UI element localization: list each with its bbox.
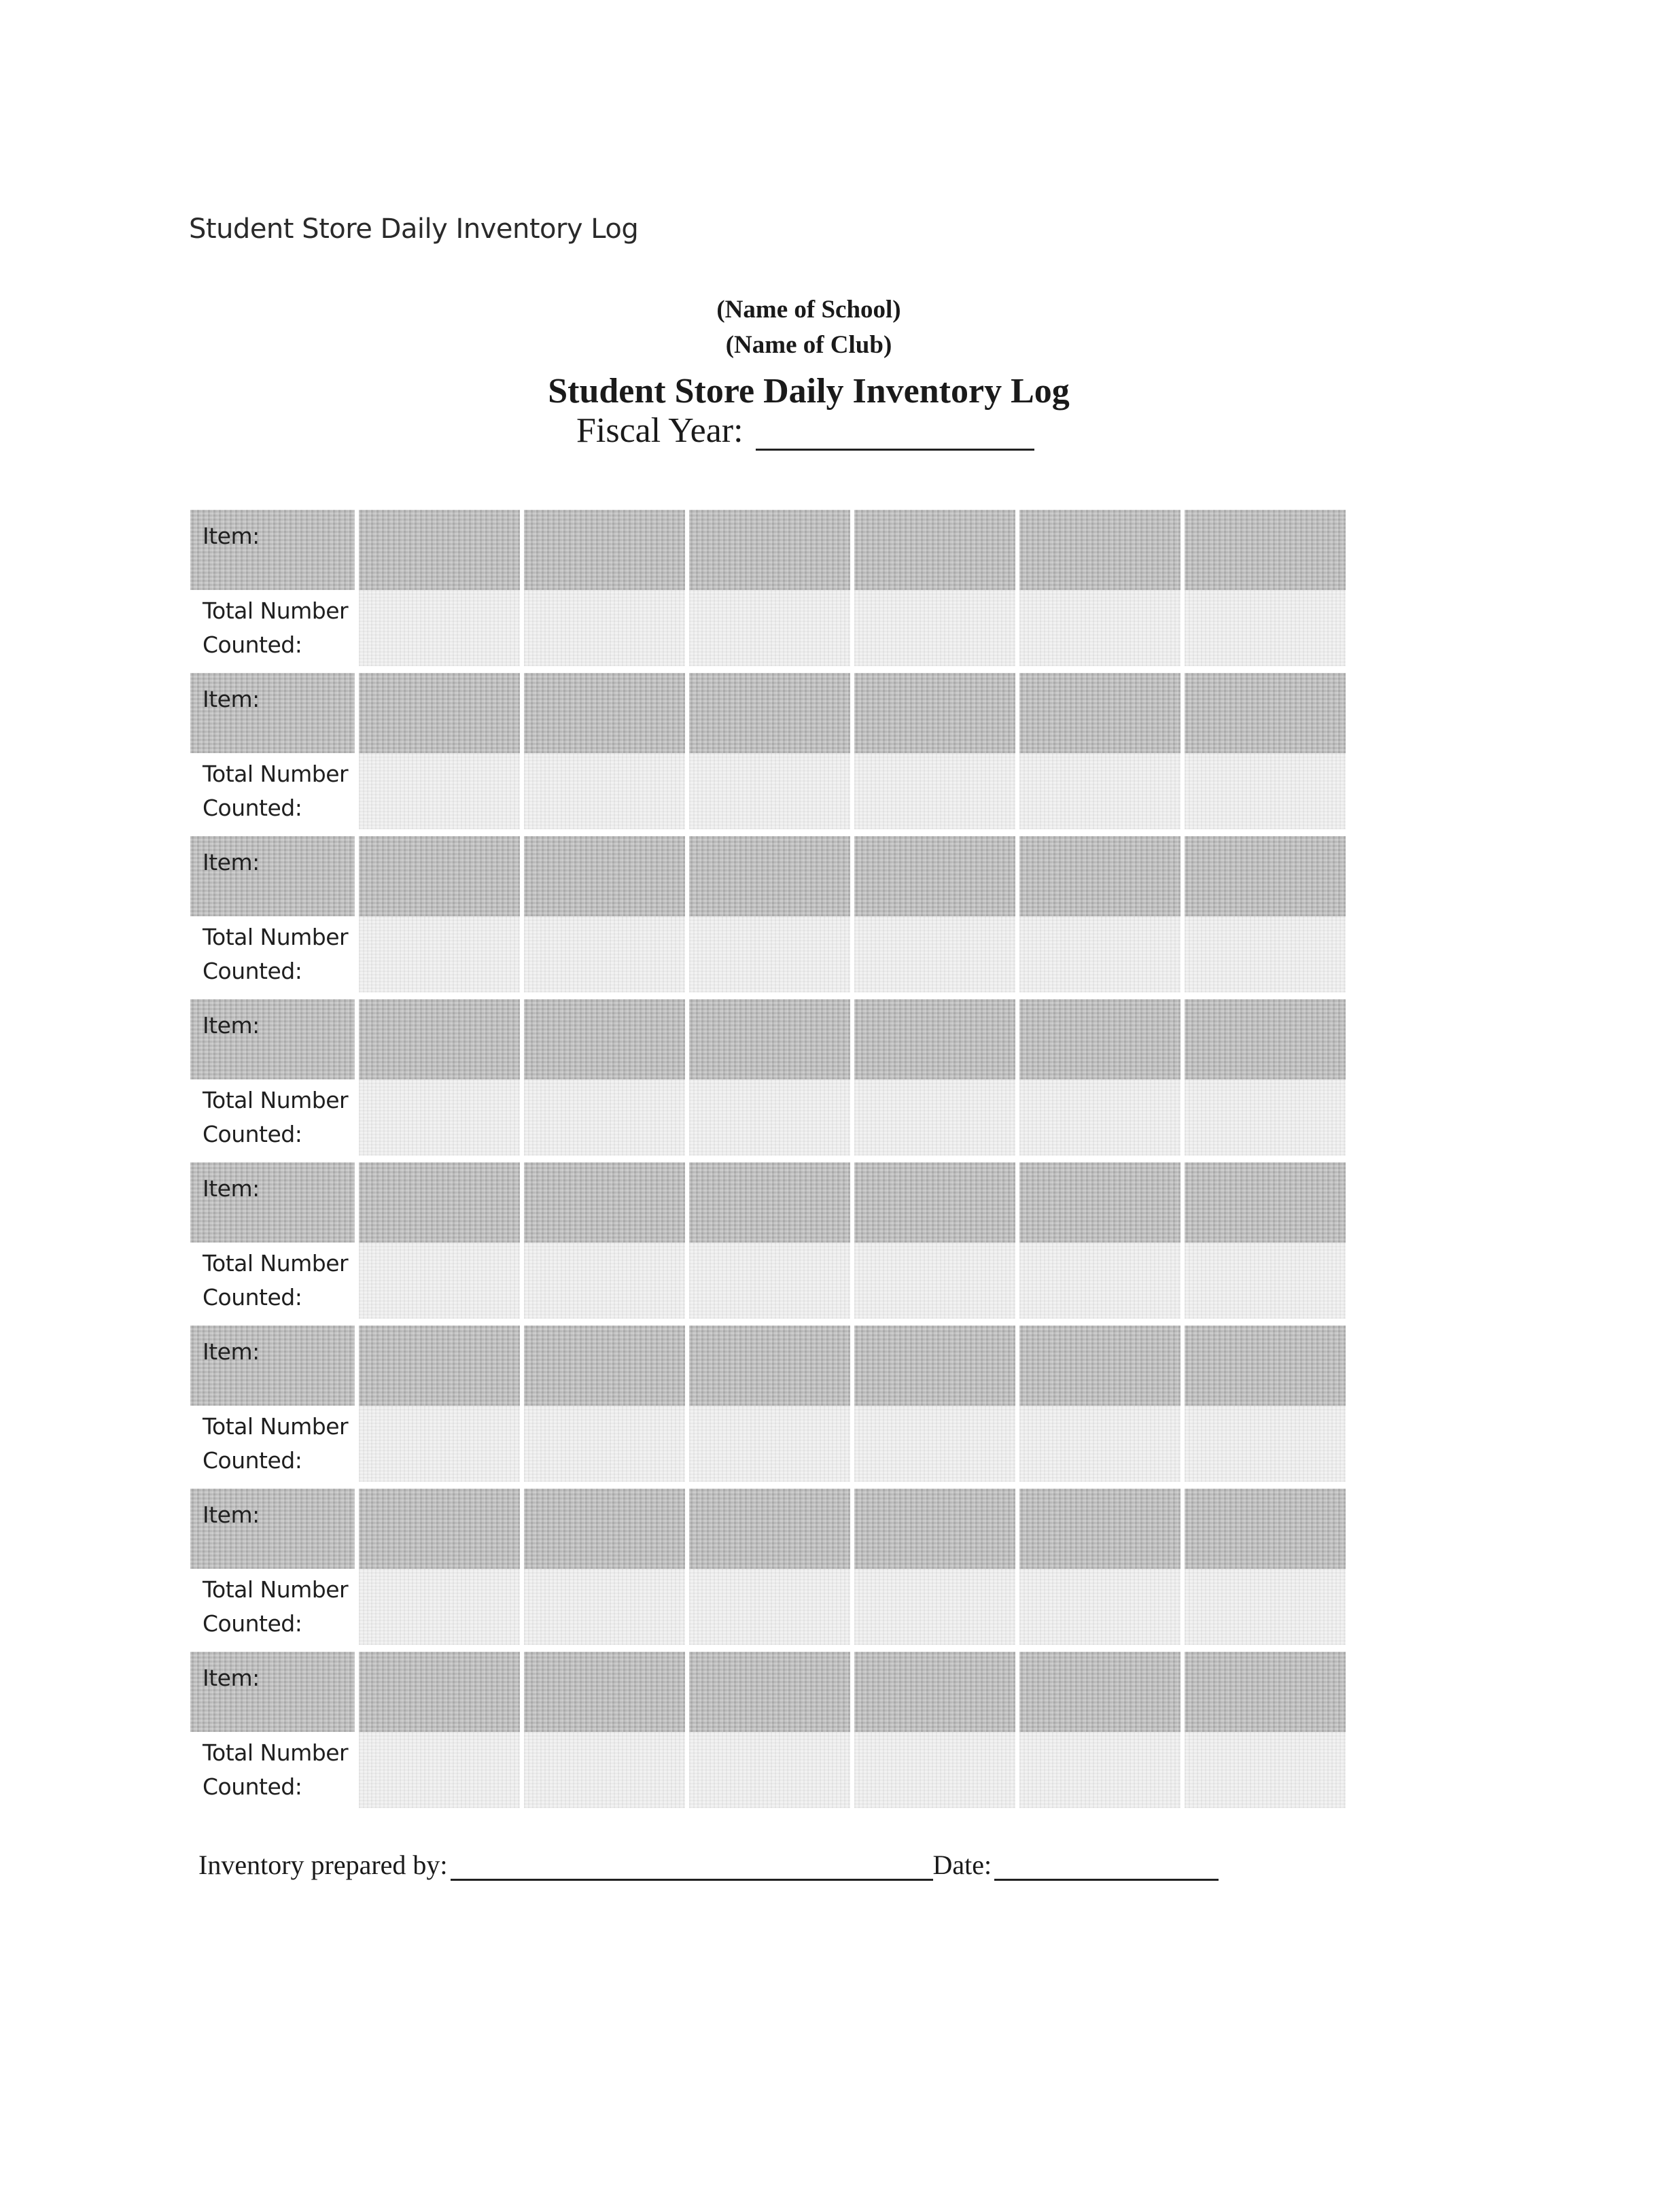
item-entry-cell[interactable] (854, 1325, 1015, 1406)
count-entry-cell[interactable] (1019, 590, 1180, 666)
total-count-label: Total Number Counted: (203, 1413, 349, 1474)
count-entry-cell[interactable] (854, 753, 1015, 829)
item-label: Item: (203, 1338, 260, 1365)
count-entry-cell[interactable] (359, 1243, 520, 1319)
count-label-cell (190, 1732, 355, 1808)
item-entry-cell[interactable] (1019, 999, 1180, 1079)
item-label: Item: (203, 849, 260, 875)
item-label: Item: (203, 686, 260, 712)
item-label-cell (190, 510, 355, 590)
count-entry-cell[interactable] (689, 753, 850, 829)
item-entry-cell[interactable] (854, 1162, 1015, 1243)
item-label: Item: (203, 1012, 260, 1039)
count-entry-cell[interactable] (359, 753, 520, 829)
count-entry-cell[interactable] (689, 1569, 850, 1645)
total-count-label: Total Number Counted: (203, 597, 349, 658)
count-entry-cell[interactable] (1185, 916, 1346, 992)
page-label: Student Store Daily Inventory Log (189, 213, 639, 245)
item-entry-cell[interactable] (689, 836, 850, 916)
count-label-cell (190, 1569, 355, 1645)
total-count-label: Total Number Counted: (203, 1087, 349, 1147)
fiscal-year-field[interactable] (756, 412, 1034, 451)
count-entry-cell[interactable] (1019, 1569, 1180, 1645)
log-group (190, 999, 1346, 1156)
count-entry-cell[interactable] (1185, 753, 1346, 829)
item-entry-cell[interactable] (524, 510, 685, 590)
item-entry-cell[interactable] (689, 1652, 850, 1732)
total-count-label: Total Number Counted: (203, 761, 349, 821)
item-entry-cell[interactable] (359, 836, 520, 916)
form-title: Student Store Daily Inventory Log (548, 372, 1070, 411)
item-label-cell (190, 1652, 355, 1732)
count-entry-cell[interactable] (1185, 1732, 1346, 1808)
item-entry-cell[interactable] (854, 510, 1015, 590)
item-entry-cell[interactable] (689, 1489, 850, 1569)
count-entry-cell[interactable] (524, 1079, 685, 1156)
item-entry-cell[interactable] (1185, 1652, 1346, 1732)
total-count-label: Total Number Counted: (203, 1250, 349, 1311)
count-entry-cell[interactable] (524, 1243, 685, 1319)
item-entry-cell[interactable] (524, 1652, 685, 1732)
item-entry-cell[interactable] (854, 673, 1015, 753)
item-entry-cell[interactable] (359, 673, 520, 753)
item-label: Item: (203, 1665, 260, 1691)
item-entry-cell[interactable] (1019, 1325, 1180, 1406)
count-label-cell (190, 753, 355, 829)
date-field[interactable] (994, 1849, 1219, 1881)
item-entry-cell[interactable] (359, 1489, 520, 1569)
count-entry-cell[interactable] (1185, 590, 1346, 666)
item-label: Item: (203, 523, 260, 549)
count-entry-cell[interactable] (1019, 1406, 1180, 1482)
item-entry-cell[interactable] (359, 1325, 520, 1406)
inventory-log-table (190, 510, 1346, 1815)
fiscal-year-row (576, 411, 1034, 451)
item-entry-cell[interactable] (1019, 836, 1180, 916)
item-entry-cell[interactable] (524, 999, 685, 1079)
count-entry-cell[interactable] (854, 1569, 1015, 1645)
count-entry-cell[interactable] (854, 1079, 1015, 1156)
count-entry-cell[interactable] (359, 1406, 520, 1482)
count-entry-cell[interactable] (524, 590, 685, 666)
item-label-cell (190, 1325, 355, 1406)
count-label-cell (190, 1406, 355, 1482)
count-entry-cell[interactable] (1185, 1243, 1346, 1319)
count-entry-cell[interactable] (854, 1243, 1015, 1319)
item-entry-cell[interactable] (1185, 999, 1346, 1079)
count-entry-cell[interactable] (359, 1079, 520, 1156)
item-entry-cell[interactable] (1019, 510, 1180, 590)
item-entry-cell[interactable] (854, 836, 1015, 916)
item-entry-cell[interactable] (689, 510, 850, 590)
count-entry-cell[interactable] (1019, 753, 1180, 829)
item-entry-cell[interactable] (689, 999, 850, 1079)
count-label-cell (190, 916, 355, 992)
count-label-cell (190, 1243, 355, 1319)
count-entry-cell[interactable] (359, 916, 520, 992)
item-entry-cell[interactable] (524, 836, 685, 916)
item-entry-cell[interactable] (524, 1325, 685, 1406)
count-entry-cell[interactable] (1185, 1569, 1346, 1645)
item-entry-cell[interactable] (359, 1162, 520, 1243)
item-entry-cell[interactable] (854, 999, 1015, 1079)
item-entry-cell[interactable] (854, 1652, 1015, 1732)
log-group (190, 1325, 1346, 1482)
item-label: Item: (203, 1175, 260, 1202)
count-entry-cell[interactable] (854, 916, 1015, 992)
item-entry-cell[interactable] (1185, 510, 1346, 590)
item-entry-cell[interactable] (524, 1489, 685, 1569)
count-entry-cell[interactable] (854, 590, 1015, 666)
date-label: Date: (932, 1850, 992, 1880)
total-count-label: Total Number Counted: (203, 924, 349, 984)
item-entry-cell[interactable] (1019, 673, 1180, 753)
item-entry-cell[interactable] (689, 673, 850, 753)
count-entry-cell[interactable] (1185, 1406, 1346, 1482)
footer (198, 1849, 1219, 1881)
count-entry-cell[interactable] (689, 1079, 850, 1156)
item-label: Item: (203, 1502, 260, 1528)
item-label-cell (190, 1489, 355, 1569)
count-entry-cell[interactable] (689, 590, 850, 666)
count-entry-cell[interactable] (524, 1406, 685, 1482)
log-group (190, 510, 1346, 666)
item-label-cell (190, 999, 355, 1079)
item-entry-cell[interactable] (1019, 1652, 1180, 1732)
item-label-cell (190, 1162, 355, 1243)
item-entry-cell[interactable] (524, 1162, 685, 1243)
log-group (190, 1489, 1346, 1645)
count-entry-cell[interactable] (689, 1732, 850, 1808)
count-entry-cell[interactable] (524, 916, 685, 992)
count-entry-cell[interactable] (1019, 1732, 1180, 1808)
count-entry-cell[interactable] (689, 916, 850, 992)
count-entry-cell[interactable] (524, 1569, 685, 1645)
count-entry-cell[interactable] (854, 1406, 1015, 1482)
count-entry-cell[interactable] (359, 1732, 520, 1808)
item-entry-cell[interactable] (1185, 1325, 1346, 1406)
log-group (190, 836, 1346, 992)
count-entry-cell[interactable] (689, 1406, 850, 1482)
item-entry-cell[interactable] (359, 510, 520, 590)
count-entry-cell[interactable] (524, 1732, 685, 1808)
count-label-cell (190, 590, 355, 666)
item-entry-cell[interactable] (1185, 1162, 1346, 1243)
item-entry-cell[interactable] (689, 1162, 850, 1243)
count-entry-cell[interactable] (1019, 1243, 1180, 1319)
form-header (435, 292, 1183, 417)
log-group (190, 1652, 1346, 1808)
total-count-label: Total Number Counted: (203, 1739, 349, 1800)
count-entry-cell[interactable] (359, 590, 520, 666)
count-entry-cell[interactable] (524, 753, 685, 829)
item-label-cell (190, 836, 355, 916)
club-name: (Name of Club) (725, 331, 892, 359)
total-count-label: Total Number Counted: (203, 1576, 349, 1637)
item-entry-cell[interactable] (524, 673, 685, 753)
item-entry-cell[interactable] (359, 1652, 520, 1732)
fiscal-year-label: Fiscal Year: (576, 411, 743, 450)
count-entry-cell[interactable] (1019, 1079, 1180, 1156)
log-group (190, 1162, 1346, 1319)
item-label-cell (190, 673, 355, 753)
item-entry-cell[interactable] (854, 1489, 1015, 1569)
item-entry-cell[interactable] (1019, 1489, 1180, 1569)
item-entry-cell[interactable] (1185, 836, 1346, 916)
count-entry-cell[interactable] (854, 1732, 1015, 1808)
item-entry-cell[interactable] (1019, 1162, 1180, 1243)
count-entry-cell[interactable] (1019, 916, 1180, 992)
item-entry-cell[interactable] (689, 1325, 850, 1406)
log-group (190, 673, 1346, 829)
prepared-by-label: Inventory prepared by: (198, 1850, 448, 1880)
prepared-by-field[interactable] (451, 1849, 933, 1881)
count-entry-cell[interactable] (1185, 1079, 1346, 1156)
count-entry-cell[interactable] (359, 1569, 520, 1645)
item-entry-cell[interactable] (359, 999, 520, 1079)
count-label-cell (190, 1079, 355, 1156)
item-entry-cell[interactable] (1185, 673, 1346, 753)
count-entry-cell[interactable] (689, 1243, 850, 1319)
school-name: (Name of School) (716, 296, 901, 324)
item-entry-cell[interactable] (1185, 1489, 1346, 1569)
